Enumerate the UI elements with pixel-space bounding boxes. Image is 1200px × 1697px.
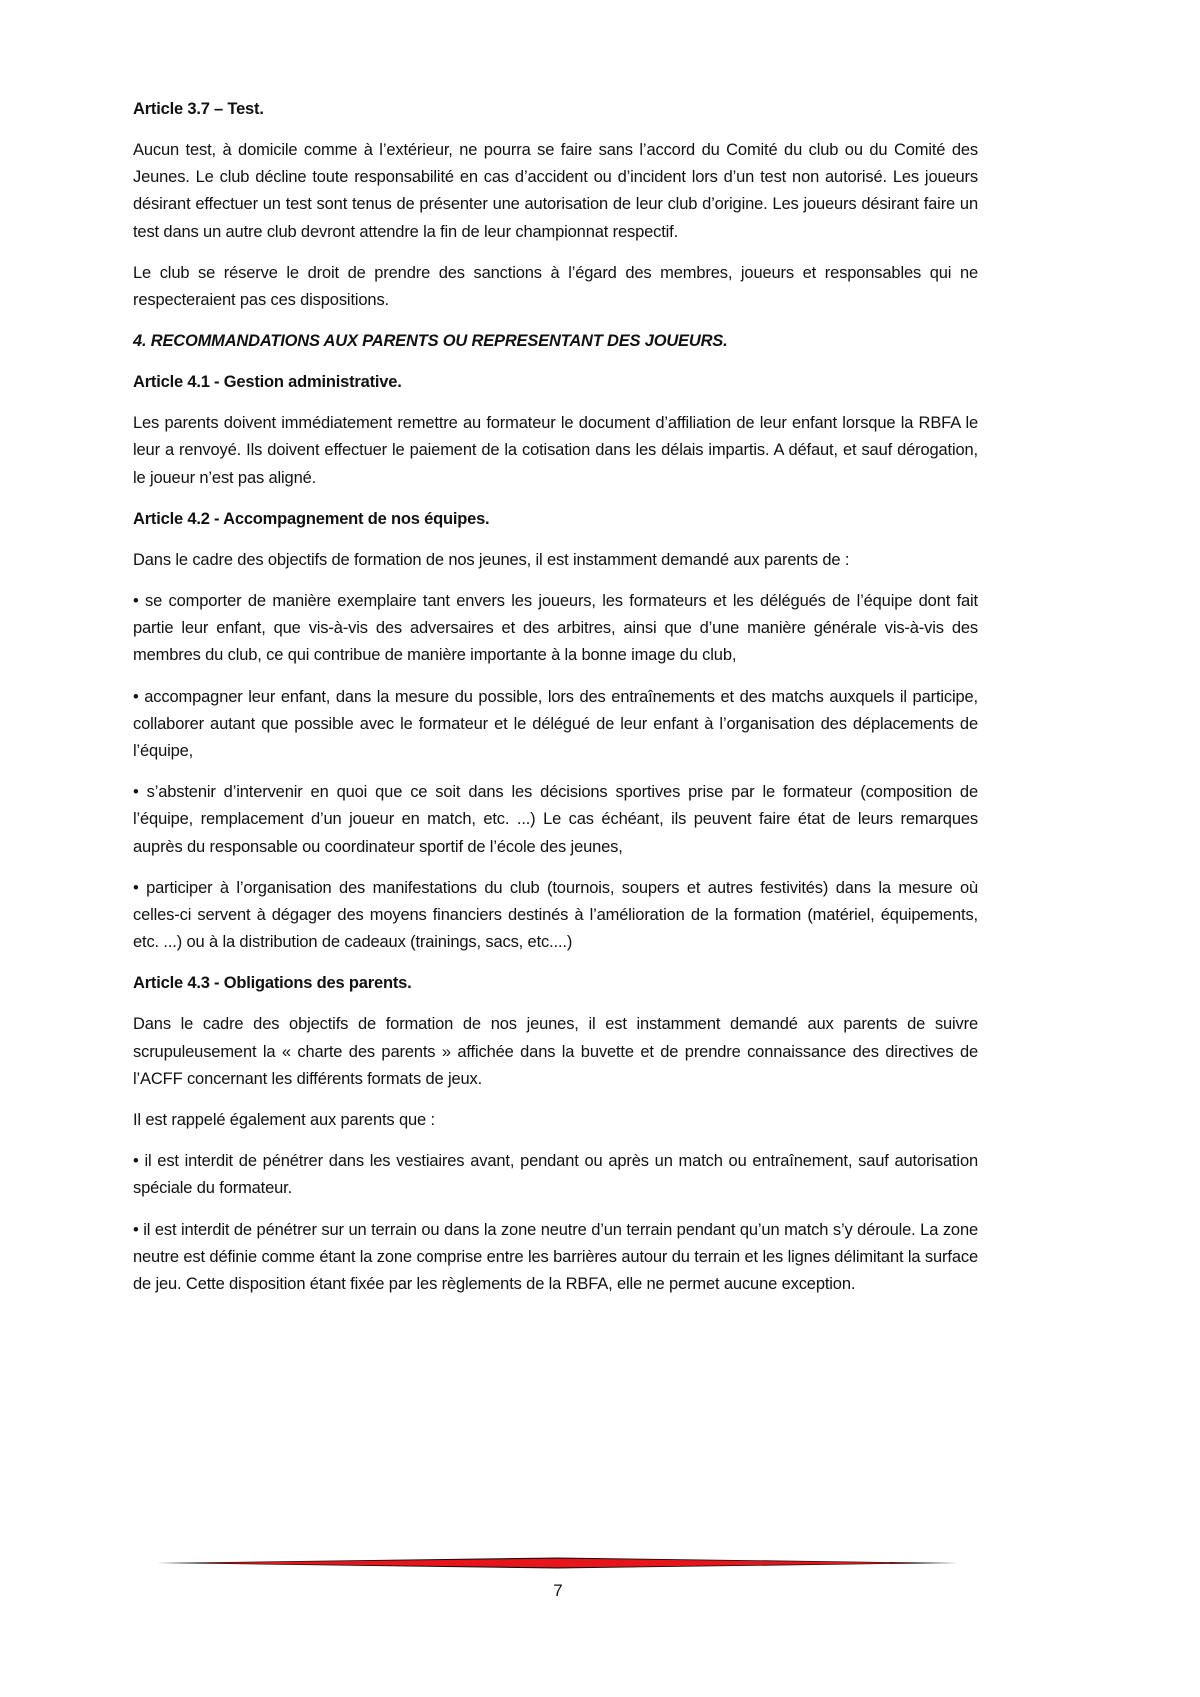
article-4-1-paragraph: Les parents doivent immédiatement remettre au formateur le document d’affiliation de leur enfant lorsque la RBFA le leur a renvoyé. Ils doivent effectuer le paiement de la cotisation dans les délais impartis. A défaut, et sauf dérogation, le joueur n’est pas aligné. (133, 414, 978, 487)
article-3-7-heading: Article 3.7 – Test. (133, 100, 264, 118)
article-4-2-intro: Dans le cadre des objectifs de formation de nos jeunes, il est instamment demandé aux parents de : (133, 550, 850, 569)
footer-divider-ornament (157, 1556, 958, 1570)
article-4-2-bullet-3: • s’abstenir d’intervenir en quoi que ce soit dans les décisions sportives prise par le formateur (composition de l’équipe, remplacement d’un joueur en match, etc. ...) Le cas échéant, ils peuvent faire état de leurs remarques auprès du responsable ou coordinateur sportif de l’école des jeunes, (133, 783, 978, 856)
article-4-3-bullet-2: • il est interdit de pénétrer sur un terrain ou dans la zone neutre d’un terrain pendant qu’un match s’y déroule. La zone neutre est définie comme étant la zone comprise entre les barrières autour du terrain et les lignes délimitant la surface de jeu. Cette disposition étant fixée par les règlements de la RBFA, elle ne permet aucune exception. (133, 1220, 978, 1294)
page-number: 7 (553, 1581, 563, 1600)
article-3-7-paragraph-2: Le club se réserve le droit de prendre des sanctions à l’égard des membres, joueurs et responsables qui ne respecteraient pas ces dispositions. (133, 263, 978, 310)
article-4-2-bullet-4: • participer à l’organisation des manifestations du club (tournois, soupers et autres festivités) dans la mesure où celles-ci servent à dégager des moyens financiers destinés à l’amélioration de la formation (matériel, équipements, etc. ...) ou à la distribution de cadeaux (trainings, sacs, etc....) (133, 878, 978, 952)
article-4-2-bullet-2: • accompagner leur enfant, dans la mesure du possible, lors des entraînements et des matchs auxquels il participe, collaborer autant que possible avec le formateur et le délégué de leur enfant à l’organisation des déplacements de l’équipe, (133, 687, 978, 761)
section-4-heading: 4. RECOMMANDATIONS AUX PARENTS OU REPRESENTANT DES JOUEURS. (133, 332, 728, 351)
article-4-3-paragraph-1: Dans le cadre des objectifs de formation de nos jeunes, il est instamment demandé aux parents de suivre scrupuleusement la « charte des parents » affichée dans la buvette et de prendre connaissance des directives de l’ACFF concernant les différents formats de jeux. (133, 1015, 978, 1088)
document-page (133, 96, 978, 1312)
article-4-2-bullet-1: • se comporter de manière exemplaire tant envers les joueurs, les formateurs et les délégués de l’équipe dont fait partie leur enfant, que vis-à-vis des adversaires et des arbitres, ainsi que d’une manière générale vis-à-vis des membres du club, ce qui contribue de manière importante à la bonne image du club, (133, 592, 978, 665)
article-4-1-heading: Article 4.1 - Gestion administrative. (133, 373, 402, 392)
article-4-2-heading: Article 4.2 - Accompagnement de nos équipes. (133, 509, 490, 528)
article-4-3-paragraph-2: Il est rappelé également aux parents que : (133, 1111, 435, 1130)
article-4-3-bullet-1: • il est interdit de pénétrer dans les vestiaires avant, pendant ou après un match ou entraînement, sauf autorisation spéciale du formateur. (133, 1152, 978, 1198)
article-4-3-heading: Article 4.3 - Obligations des parents. (133, 974, 412, 993)
article-3-7-paragraph-1: Aucun test, à domicile comme à l’extérieur, ne pourra se faire sans l’accord du Comité du club ou du Comité des Jeunes. Le club décline toute responsabilité en cas d’accident ou d’incident lors d’un test non autorisé. Les joueurs désirant effectuer un test sont tenus de présenter une autorisation de leur club d’origine. Les joueurs désirant faire un test dans un autre club devront attendre la fin de leur championnat respectif. (133, 141, 978, 241)
